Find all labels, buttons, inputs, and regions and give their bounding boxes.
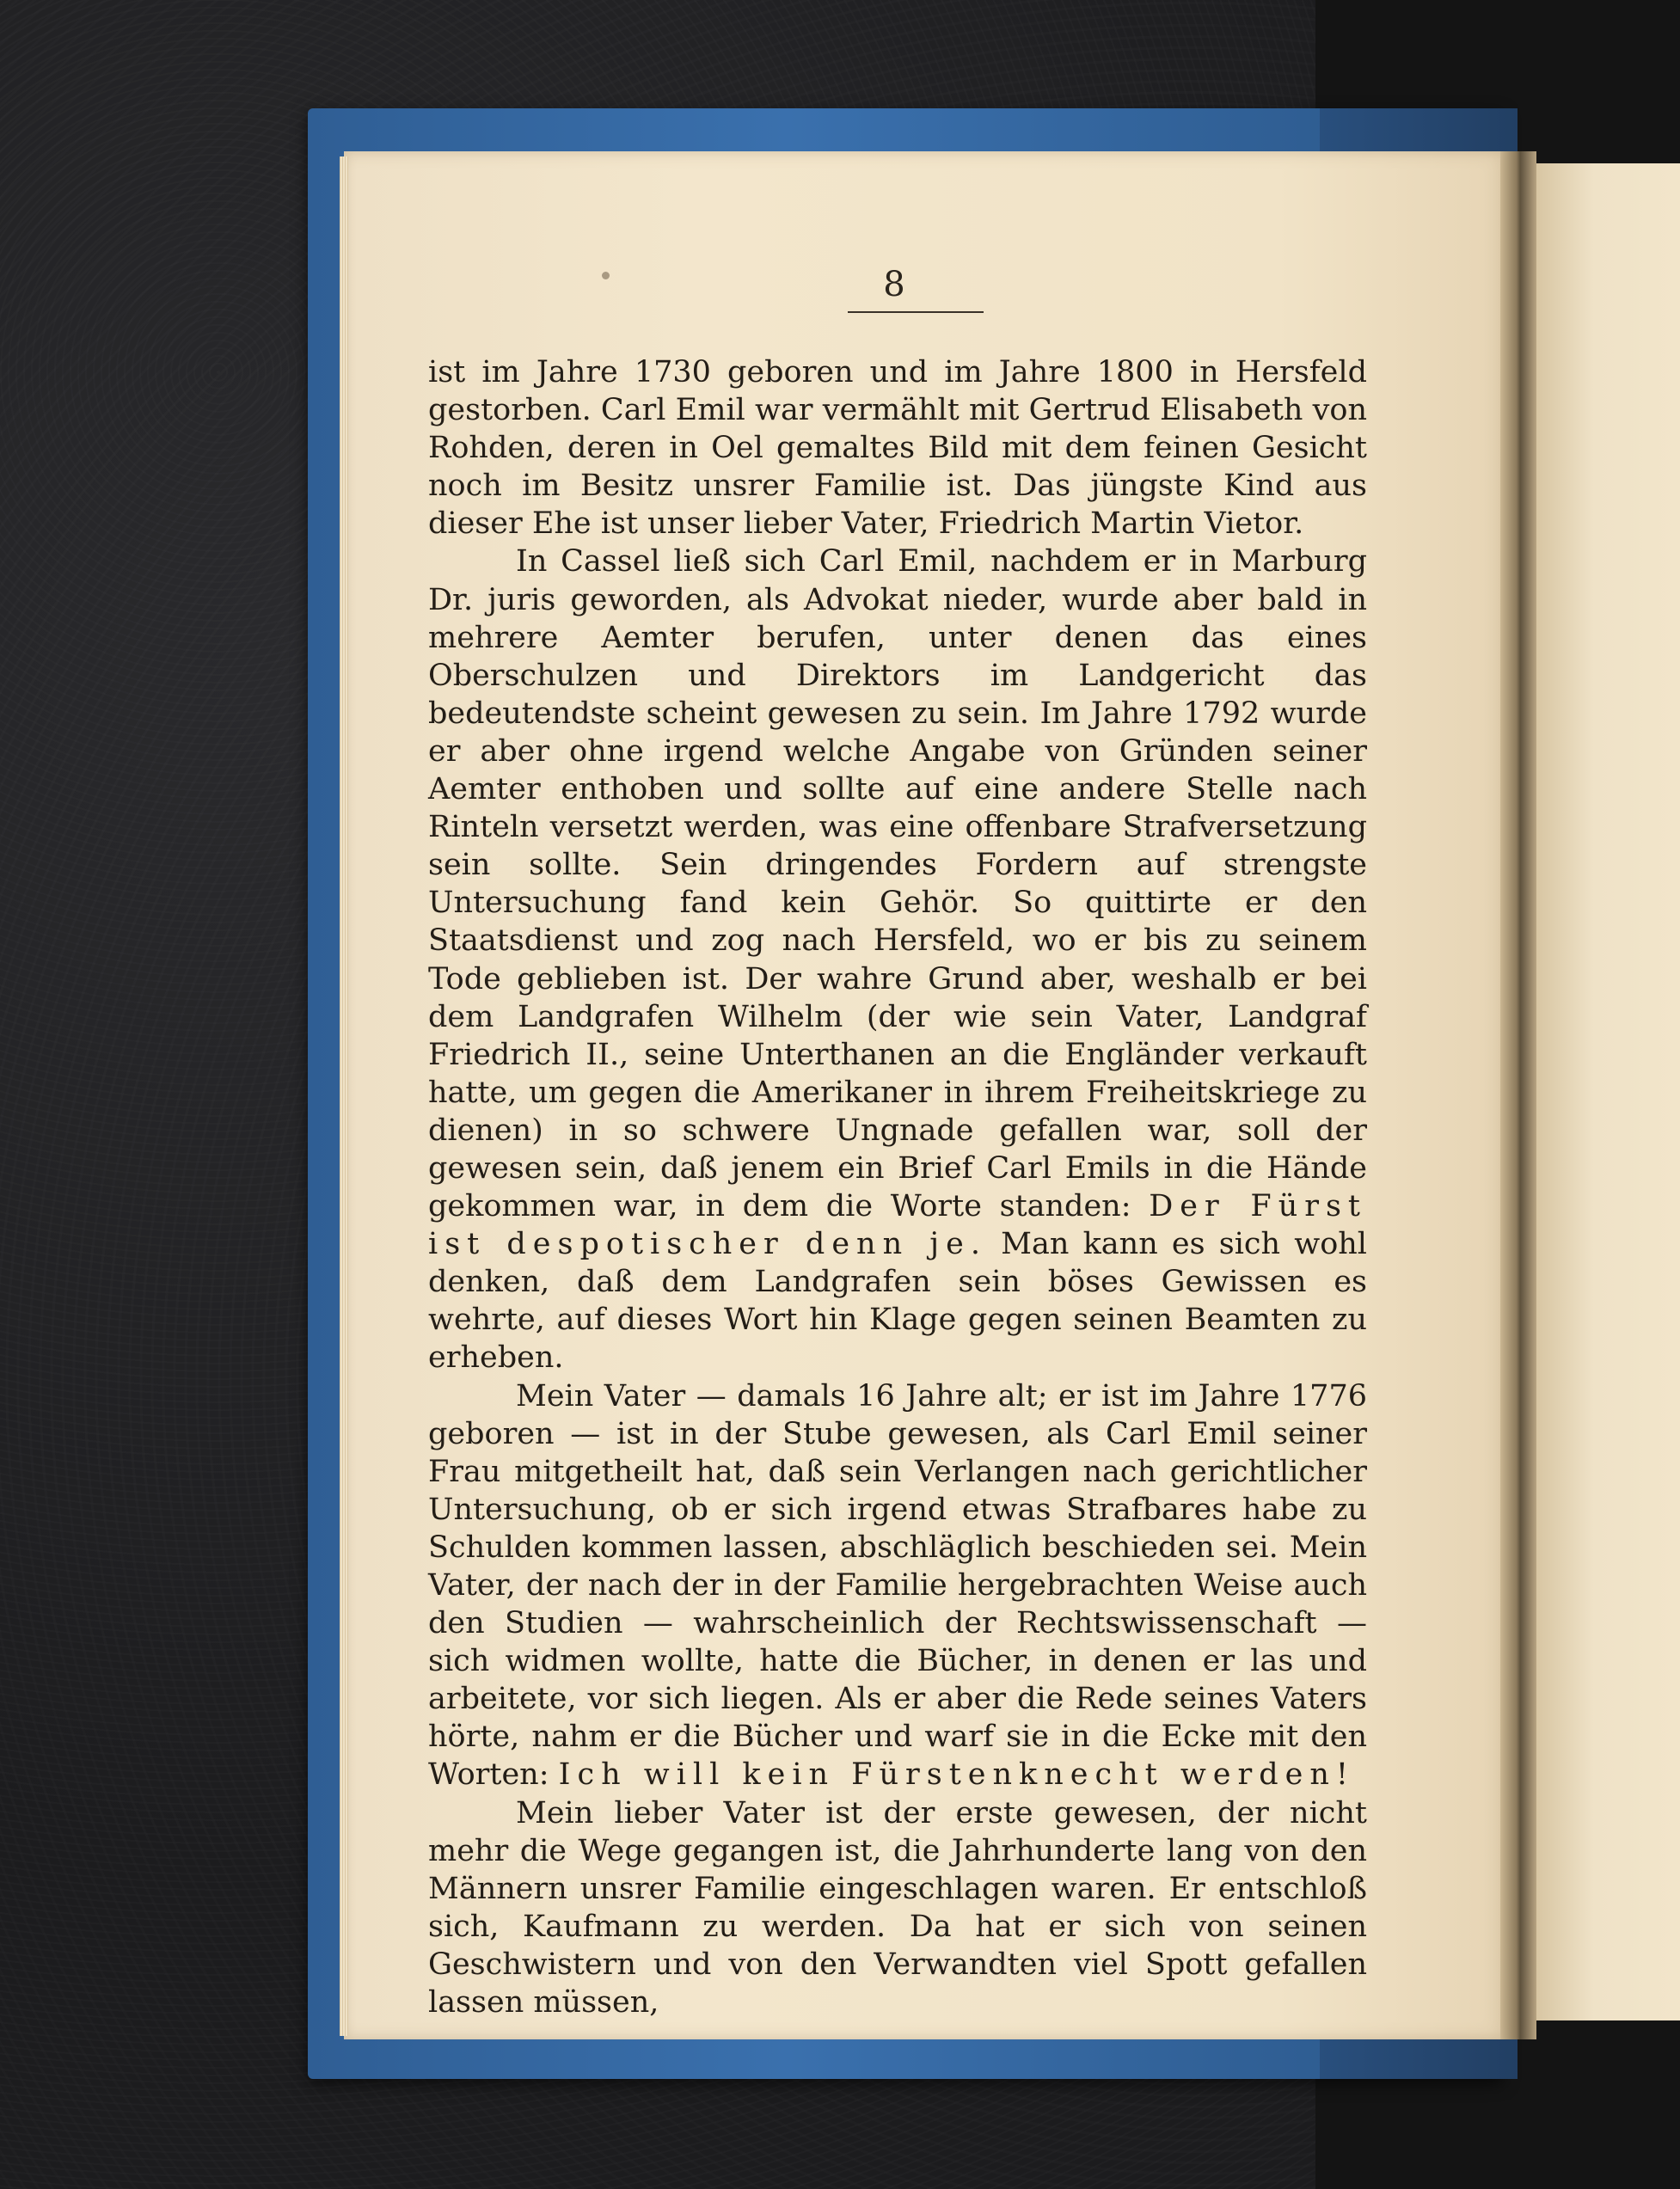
paragraph [428,543,1367,1377]
text-segment: Mein lieber Vater ist der erste gewesen, der nicht mehr die Wege gegangen ist, die Jahrhunderte lang von den Männern unsrer Familie eingeschlagen waren. Er entschloß sich, Kaufmann zu werden. Da hat er sich von seinen Geschwistern und von den Verwandten viel Spott gefallen lassen müssen, [428,1795,1367,2020]
page-number: 8 [883,265,905,304]
ink-dot [602,272,610,279]
text-segment: Man kann es sich wohl denken, daß dem Landgrafen sein böses Gewissen es wehrte, auf dieses Wort hin Klage gegen seinen Beamten zu erheben. [428,1227,1367,1376]
paragraph [428,353,1367,543]
page-edges [340,156,348,2036]
text-segment: Mein Vater — damals 16 Jahre alt; er ist im Jahre 1776 geboren — ist in der Stube gewesen, als Carl Emil seiner Frau mitgetheilt hat, daß sein Verlangen nach gerichtlicher Untersuchung, ob er sich irgend etwas Strafbares habe zu Schulden kommen lassen, abschläglich beschieden sei. Mein Vater, der nach der in der Familie hergebrachten Weise auch den Studien — wahrscheinlich der Rechtswissenschaft — sich widmen wollte, hatte die Bücher, in denen er las und arbeitete, vor sich liegen. Als er aber die Rede seines Vaters hörte, nahm er die Bücher und warf sie in die Ecke mit den Worten: [428,1378,1367,1793]
emphasized-text: Ich will kein Fürstenknecht werden! [558,1757,1355,1793]
page-text [428,353,1367,2021]
page-number-rule [848,311,984,313]
text-segment: ist im Jahre 1730 geboren und im Jahre 1800 in Hersfeld gestorben. Carl Emil war vermählt mit Gertrud Elisabeth von Rohden, deren in Oel gemaltes Bild mit dem feinen Gesicht noch im Besitz unsrer Familie ist. Das jüngste Kind aus dieser Ehe ist unser lieber Vater, Friedrich Martin Vietor. [428,355,1367,542]
facing-page [1536,163,1680,2020]
paragraph [428,1377,1367,1794]
emphasized-text: Der Fürst ist despotischer denn je. [428,1189,1367,1262]
book-gutter [1500,151,1536,2039]
text-segment: In Cassel ließ sich Carl Emil, nachdem er in Marburg Dr. juris geworden, als Advokat nieder, wurde aber bald in mehrere Aemter berufen, unter denen das eines Oberschulzen und Direktors im Landgericht das bedeutendste scheint gewesen zu sein. Im Jahre 1792 wurde er aber ohne irgend welche Angabe von Gründen seiner Aemter enthoben und sollte auf eine andere Stelle nach Rinteln versetzt werden, was eine offenbare Strafversetzung sein sollte. Sein dringendes Fordern auf strengste Untersuchung fand kein Gehör. So quittirte er den Staatsdienst und zog nach Hersfeld, wo er bis zu seinem Tode geblieben ist. Der wahre Grund aber, weshalb er bei dem Landgrafen Wilhelm (der wie sein Vater, Landgraf Friedrich II., seine Unterthanen an die Engländer verkauft hatte, um gegen die Amerikaner in ihrem Freiheitskriege zu dienen) in so schwere Ungnade gefallen war, soll der gewesen sein, daß jenem ein Brief Carl Emils in die Hände gekommen war, in dem die Worte standen: [428,544,1367,1224]
paragraph [428,1794,1367,2022]
